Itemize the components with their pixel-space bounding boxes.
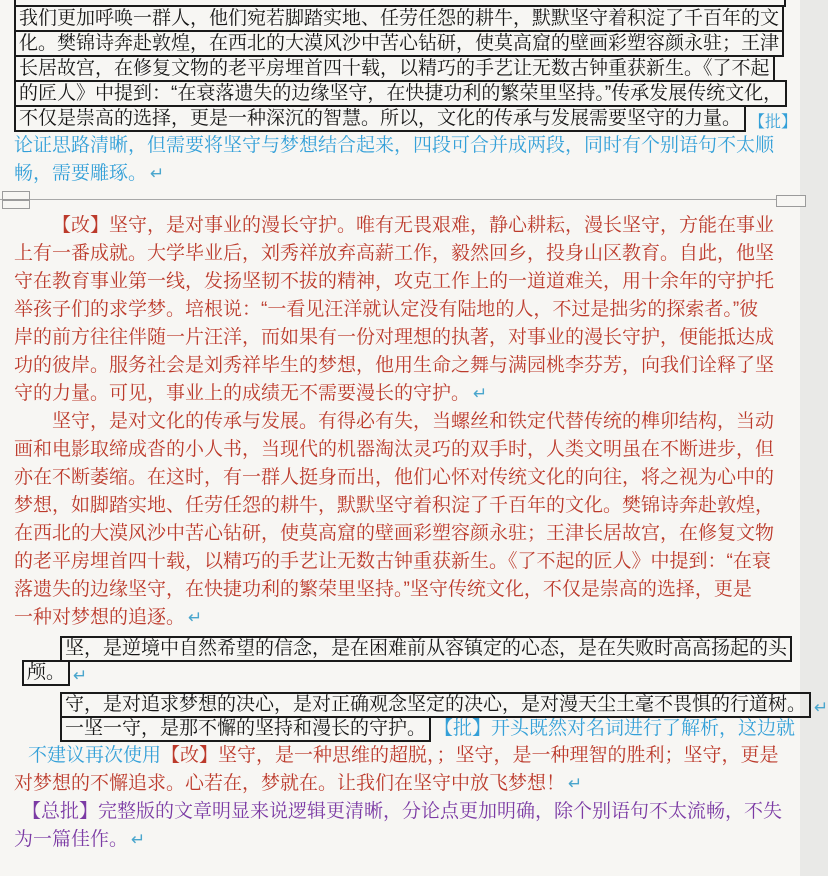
revision-line [14, 604, 786, 632]
paragraph-return-mark: ↵ [568, 774, 583, 793]
final-comment-label: 【总批】 [22, 801, 99, 822]
essay-boxed-row [14, 55, 786, 82]
page-break [0, 191, 800, 209]
mixed-comment-revision-line [14, 742, 786, 770]
revision-line: 坚守，是对文化的传承与发展。有得必有失，当螺丝和铁定代替传统的榫卯结构，当动 [52, 411, 775, 432]
essay-boxed-row [14, 692, 828, 718]
revision-line: 亦在不断萎缩。在这时，有一群人挺身而出，他们心怀对传统文化的向往，将之视为心中的 [14, 467, 775, 488]
essay-boxed-row [14, 636, 786, 662]
revision-line: 画和电影取缔成沓的小人书，当现代的机器淘汰灵巧的双手时，人类文明虽在不断进步，但 [14, 439, 775, 460]
revision-line: 功的彼岸。服务社会是刘秀祥毕生的梦想，他用生命之舞与满园桃李芬芳，向我们诠释了坚 [14, 355, 775, 376]
essay-line: 的匠人》中提到：“在衰落遗失的边缘坚守，在快捷功利的繁荣里坚持。”传承发展传统文化， [14, 80, 787, 107]
revision-line [14, 380, 786, 408]
revision-line [14, 212, 786, 240]
essay-line: 我们更加呼唤一群人，他们宛若脚踏实地、任劳任怨的耕牛，默默坚守着积淀了千百年的文 [14, 5, 784, 32]
revision-line: 守在教育事业第一线，发扬坚韧不拔的精神，攻克工作上的一道道难关，用十余年的守护托 [14, 271, 775, 292]
paragraph-return-mark: ↵ [150, 164, 165, 183]
final-comment-text: 为一篇佳作。 [14, 829, 129, 850]
teacher-comment-text: 畅，需要雕琢。 [14, 163, 148, 184]
revision-line: 上有一番成就。大学毕业后，刘秀祥放弃高薪工作，毅然回乡，投身山区教育。自此，他坚 [14, 243, 775, 264]
essay-boxed-row [14, 716, 796, 742]
teacher-comment-text: 开头既然对名词进行了解析，这边就 [491, 718, 796, 739]
revision-text: 守的力量。可见，事业上的成绩无不需要漫长的守护。 [14, 383, 471, 404]
essay-line: 长居故宫，在修复文物的老平房埋首四十载，以精巧的手艺让无数古钟重获新生。《了不起 [14, 55, 775, 82]
teacher-comment-text: 不建议再次使用 [28, 745, 162, 766]
essay-line: 不仅是崇高的选择，更是一种深沉的智慧。所以，文化的传承与发展需要坚守的力量。 [14, 105, 746, 132]
essay-boxed-row [14, 30, 786, 57]
essay-line: 化。樊锦诗奔赴敦煌，在西北的大漠风沙中苦心钻研，使莫高窟的壁画彩塑容颜永驻；王津 [14, 30, 784, 57]
paragraph-return-mark: ↵ [73, 666, 88, 685]
revision-line [14, 770, 786, 798]
revision-text: 对梦想的不懈追求。心若在，梦就在。让我们在坚守中放飞梦想！ [14, 773, 566, 794]
revision-line: 在西北的大漠风沙中苦心钻研，使莫高窟的壁画彩塑容颜永驻；王津长居故宫，在修复文物 [14, 523, 775, 544]
final-comment-text: 完整版的文章明显来说逻辑更清晰，分论点更加明确，除个别语句不太流畅，不失 [98, 801, 783, 822]
essay-boxed-row [14, 5, 786, 32]
paragraph-return-mark: ↵ [131, 830, 146, 849]
revision-line: 的老平房埋首四十载，以精巧的手艺让无数古钟重获新生。《了不起的匠人》中提到：“在衰 [14, 551, 771, 572]
comment-label-pi: 【批】 [749, 114, 798, 131]
essay-boxed-row [14, 660, 786, 686]
paragraph-return-mark: ↵ [188, 608, 203, 627]
page-corner-marker [2, 200, 30, 209]
paragraph-return-mark: ↵ [814, 698, 828, 717]
revision-line: 落遗失的边缘坚守，在快捷功利的繁荣里坚持。”坚守传统文化，不仅是崇高的选择，更是 [14, 579, 752, 600]
essay-boxed-row [14, 80, 786, 107]
comment-label-pi: 【批】 [434, 718, 492, 739]
final-comment-line [14, 798, 786, 826]
paragraph-return-mark: ↵ [473, 384, 488, 403]
teacher-comment-line [14, 160, 786, 188]
essay-line: 一坚一守，是那不懈的坚持和漫长的守护。 [60, 716, 431, 742]
page-break-line [0, 199, 800, 200]
revision-line: 举孩子们的求学梦。培根说：“一看见汪洋就认定没有陆地的人，不过是拙劣的探索者。”彼 [14, 299, 759, 320]
revision-text: 坚守，是一种思维的超脱，；坚守，是一种理智的胜利；坚守，更是 [218, 745, 779, 766]
essay-line: 坚，是逆境中自然希望的信念，是在困难前从容镇定的心态，是在失败时高高扬起的头 [60, 636, 792, 662]
revision-text: 坚守，是对事业的漫长守护。唯有无畏艰难，静心耕耘，漫长坚守，方能在事业 [109, 215, 775, 236]
essay-line: 守，是对追求梦想的决心，是对正确观念坚定的决心，是对漫天尘土毫不畏惧的行道树。 [60, 692, 811, 718]
revision-label-gai: 【改】 [161, 745, 219, 766]
revision-label-gai: 【改】 [52, 215, 110, 236]
revision-line: 岸的前方往往伴随一片汪洋，而如果有一份对理想的执著，对事业的漫长守护，便能抵达成 [14, 327, 775, 348]
page-corner-marker [776, 195, 806, 207]
final-comment-line [14, 826, 786, 854]
revision-line: 梦想，如脚踏实地、任劳任怨的耕牛，默默坚守着积淀了千百年的文化。樊锦诗奔赴敦煌， [14, 495, 775, 516]
essay-boxed-row [14, 105, 798, 132]
page-corner-marker [2, 191, 30, 200]
teacher-comment-line: 论证思路清晰，但需要将坚守与梦想结合起来，四段可合并成两段，同时有个别语句不太顺 [14, 135, 775, 156]
revision-text: 一种对梦想的追逐。 [14, 607, 186, 628]
essay-line: 颅。 [22, 660, 70, 686]
